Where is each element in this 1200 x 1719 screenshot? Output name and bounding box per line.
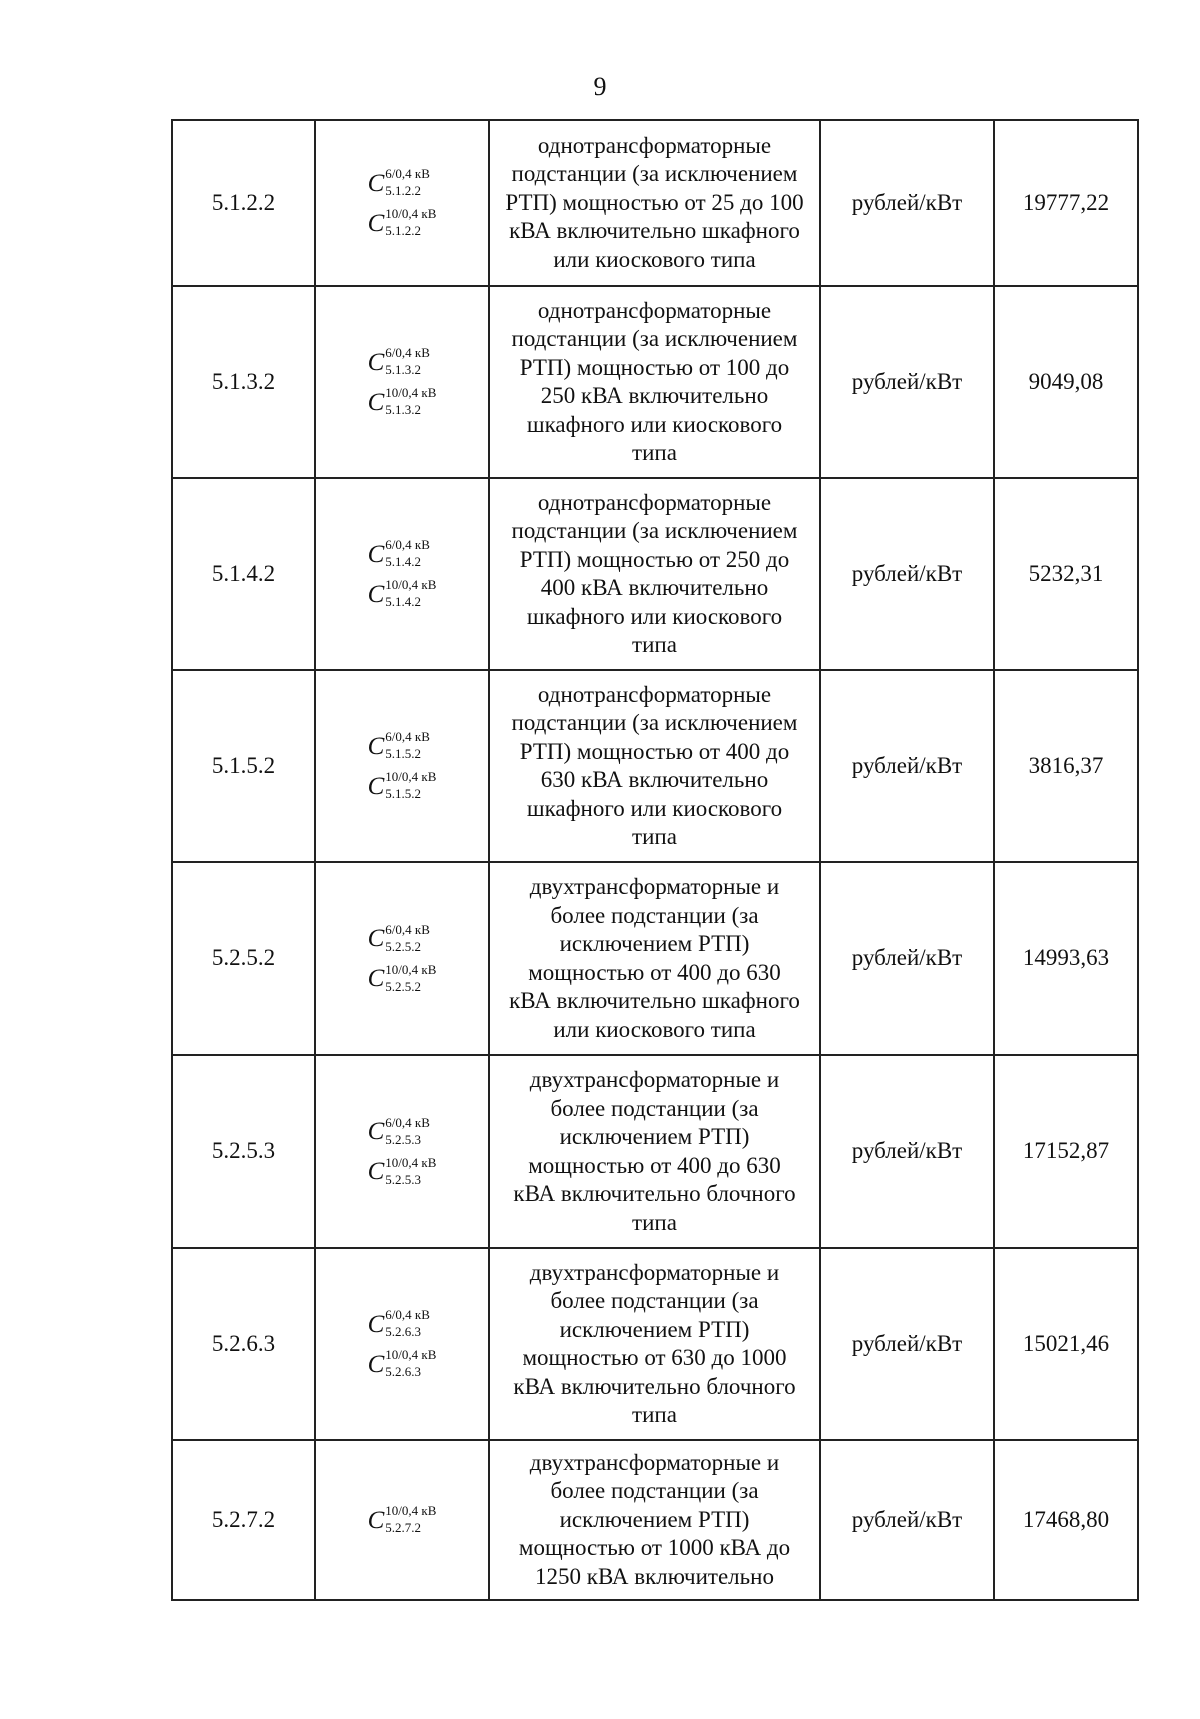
rate-symbol-group: [368, 163, 437, 243]
rate-value: 3816,37: [1028, 752, 1104, 778]
rate-symbol-voltage: 6/0,4 кВ: [385, 345, 430, 360]
rate-symbol-index: 5.2.6.3: [385, 1324, 422, 1339]
description-line: мощностью от 400 до 630: [528, 1152, 781, 1178]
rate-symbol-index: 5.1.2.2: [385, 223, 422, 238]
description-line: более подстанции (за: [550, 1478, 759, 1504]
rate-symbol-letter: C: [367, 732, 385, 760]
rate-symbol: [368, 1500, 437, 1540]
tariff-code: 5.1.2.2: [211, 189, 276, 215]
description-line: двухтрансформаторные и: [529, 1449, 780, 1475]
table-row: [172, 478, 1138, 670]
description-line: кВА включительно блочного: [513, 1181, 796, 1206]
rate-symbol-group: [368, 534, 437, 614]
rate-symbol-letter: C: [367, 1310, 385, 1338]
rate-symbol-letter: C: [367, 388, 385, 416]
rate-symbol-voltage: 6/0,4 кВ: [385, 729, 430, 744]
page-number: 9: [593, 72, 607, 101]
rate-symbol: [368, 726, 437, 766]
description-line: более подстанции (за: [550, 902, 759, 928]
rate-symbol: [368, 766, 437, 806]
description-line: РТП) мощностью от 250 до: [519, 546, 790, 572]
description-line: кВА включительно шкафного: [509, 218, 800, 244]
rate-symbol-voltage: 6/0,4 кВ: [385, 1114, 430, 1130]
description-line: типа: [632, 824, 677, 849]
rate-symbol-voltage: 10/0,4 кВ: [385, 1347, 437, 1362]
tariff-code: 5.1.3.2: [211, 368, 276, 394]
description-line: однотрансформаторные: [537, 489, 772, 515]
rate-value: 19777,22: [1022, 189, 1110, 215]
rate-value-cell: [994, 670, 1138, 862]
rate-symbol: [368, 342, 437, 382]
description-line: типа: [632, 440, 677, 465]
description-cell: [489, 478, 820, 670]
rate-symbol-index: 5.1.5.2: [385, 746, 422, 761]
rate-symbol: [368, 1152, 437, 1192]
description-line: или киоскового типа: [553, 246, 756, 272]
description-cell: [489, 1055, 820, 1248]
rate-symbol-indices: [385, 961, 437, 994]
rate-symbol-indices: [385, 729, 430, 761]
rate-value-cell: [994, 1248, 1138, 1440]
table-row: [172, 120, 1138, 286]
rate-symbol-indices: [385, 1347, 437, 1379]
rate-value-cell: [994, 286, 1138, 478]
rate-value: 9049,08: [1028, 368, 1104, 394]
rate-symbol-index: 5.1.4.2: [385, 594, 422, 609]
description-line: мощностью от 630 до 1000: [522, 1345, 787, 1370]
unit-cell: [820, 478, 994, 670]
rate-symbol-letter: C: [367, 348, 385, 376]
rate-symbol-indices: [385, 1307, 430, 1339]
rate-symbol-voltage: 10/0,4 кВ: [385, 577, 437, 592]
rate-symbol-index: 5.2.6.3: [385, 1364, 422, 1379]
rate-symbol-index: 5.1.2.2: [385, 183, 422, 198]
description-cell: [489, 1248, 820, 1440]
unit-cell: [820, 670, 994, 862]
description-line: РТП) мощностью от 100 до: [519, 354, 790, 380]
rate-symbol-indices: [385, 206, 437, 238]
tariff-code: 5.1.4.2: [211, 560, 276, 586]
unit-label: рублей/кВт: [851, 189, 963, 215]
unit-cell: [820, 1055, 994, 1248]
rate-symbol-voltage: 6/0,4 кВ: [385, 1307, 430, 1322]
tariff-code-cell: [172, 670, 315, 862]
rate-symbol-cell: [315, 1440, 489, 1600]
description-line: подстанции (за исключением: [511, 161, 798, 187]
description-line: 1250 кВА включительно: [535, 1563, 774, 1589]
rate-symbol-letter: C: [367, 925, 385, 952]
tariff-code: 5.2.5.3: [211, 1138, 276, 1164]
rate-symbol-index: 5.1.3.2: [385, 362, 422, 377]
rate-value: 5232,31: [1028, 560, 1104, 586]
rate-symbol-letter: C: [367, 169, 385, 197]
tariff-code: 5.1.5.2: [211, 752, 276, 778]
rate-symbol-cell: [315, 286, 489, 478]
rate-symbol-cell: [315, 670, 489, 862]
description-cell: [489, 670, 820, 862]
rate-symbol-indices: [385, 1154, 437, 1187]
description-line: кВА включительно блочного: [513, 1373, 796, 1399]
rate-symbol-index: 5.2.5.3: [385, 1131, 422, 1147]
tariff-code-cell: [172, 120, 315, 286]
rate-symbol-index: 5.2.5.2: [385, 978, 422, 994]
rate-value-cell: [994, 478, 1138, 670]
unit-label: рублей/кВт: [851, 752, 963, 778]
tariff-code-cell: [172, 862, 315, 1055]
unit-label: рублей/кВт: [851, 368, 963, 394]
description-line: однотрансформаторные: [537, 297, 772, 323]
description-line: мощностью от 1000 кВА до: [518, 1535, 791, 1561]
description-line: 400 кВА включительно: [540, 575, 769, 600]
description-line: шкафного или киоскового: [526, 795, 783, 821]
tariff-code-cell: [172, 1248, 315, 1440]
rate-symbol-indices: [385, 345, 430, 377]
description-cell: [489, 1440, 820, 1600]
table-row: [172, 670, 1138, 862]
rate-symbol-group: [368, 726, 437, 806]
rate-symbol: [368, 919, 437, 959]
rate-symbol-group: [368, 1304, 437, 1384]
rate-symbol: [368, 203, 437, 243]
rate-symbol-indices: [385, 537, 430, 569]
rate-symbol: [368, 534, 437, 574]
description-line: РТП) мощностью от 25 до 100: [505, 189, 804, 215]
rate-symbol-group: [368, 342, 437, 422]
table-row: [172, 1440, 1138, 1600]
table-row: [172, 1248, 1138, 1440]
table-row: [172, 862, 1138, 1055]
rate-symbol: [368, 163, 437, 203]
rate-symbol-index: 5.2.5.3: [385, 1171, 422, 1187]
rate-symbol-voltage: 6/0,4 кВ: [385, 166, 430, 181]
table-row: [172, 286, 1138, 478]
rate-symbol: [368, 959, 437, 999]
description-line: типа: [632, 632, 677, 657]
rate-symbol: [368, 382, 437, 422]
rate-value: 15021,46: [1022, 1330, 1110, 1356]
description-line: или киоскового типа: [553, 1016, 756, 1042]
description-line: типа: [632, 1402, 677, 1427]
unit-cell: [820, 1440, 994, 1600]
description-line: шкафного или киоскового: [526, 603, 783, 629]
rate-symbol-index: 5.1.4.2: [385, 554, 422, 569]
description-cell: [489, 286, 820, 478]
rate-symbol-cell: [315, 1248, 489, 1440]
unit-label: рублей/кВт: [851, 1330, 963, 1356]
rate-symbol-cell: [315, 1055, 489, 1248]
tariff-code-cell: [172, 286, 315, 478]
rate-symbol-cell: [315, 120, 489, 286]
description-line: типа: [632, 1209, 677, 1235]
description-line: подстанции (за исключением: [511, 326, 798, 351]
description-line: двухтрансформаторные и: [529, 874, 780, 899]
description-line: однотрансформаторные: [537, 132, 772, 158]
rate-symbol-voltage: 10/0,4 кВ: [385, 206, 437, 221]
description-line: 630 кВА включительно: [540, 767, 769, 792]
rate-value-cell: [994, 862, 1138, 1055]
description-line: двухтрансформаторные и: [529, 1067, 780, 1092]
description-line: однотрансформаторные: [537, 681, 772, 707]
rate-symbol-cell: [315, 862, 489, 1055]
rate-symbol-group: [368, 1500, 437, 1540]
tariff-code-cell: [172, 1440, 315, 1600]
description-line: РТП) мощностью от 400 до: [519, 738, 790, 764]
rate-symbol-voltage: 10/0,4 кВ: [385, 961, 437, 977]
rate-symbol-indices: [385, 769, 437, 801]
unit-cell: [820, 286, 994, 478]
rate-symbol-letter: C: [367, 1350, 385, 1378]
rate-symbol-cell: [315, 478, 489, 670]
rate-value: 17468,80: [1022, 1506, 1110, 1532]
rate-symbol-index: 5.2.7.2: [385, 1520, 422, 1535]
description-line: подстанции (за исключением: [511, 518, 798, 543]
description-line: подстанции (за исключением: [511, 710, 798, 735]
unit-cell: [820, 120, 994, 286]
description-line: исключением РТП): [559, 1316, 750, 1342]
rate-symbol-letter: C: [367, 209, 385, 237]
rate-symbol-voltage: 10/0,4 кВ: [385, 1503, 437, 1518]
description-cell: [489, 120, 820, 286]
rate-value: 17152,87: [1022, 1138, 1110, 1164]
rate-symbol-indices: [385, 1114, 430, 1147]
rate-symbol-indices: [385, 166, 430, 198]
tariff-code: 5.2.6.3: [211, 1330, 276, 1356]
tariff-table: [171, 119, 1139, 1601]
tariff-code: 5.2.5.2: [211, 945, 276, 971]
description-line: двухтрансформаторные и: [529, 1259, 780, 1285]
unit-cell: [820, 1248, 994, 1440]
rate-symbol: [368, 1304, 437, 1344]
rate-symbol: [368, 1112, 437, 1152]
tariff-table-body: [172, 120, 1138, 1600]
table-row: [172, 1055, 1138, 1248]
description-line: кВА включительно шкафного: [509, 988, 800, 1013]
rate-symbol-letter: C: [367, 1158, 385, 1185]
description-line: 250 кВА включительно: [540, 383, 769, 408]
unit-label: рублей/кВт: [851, 1506, 963, 1532]
rate-symbol-group: [368, 1112, 437, 1192]
unit-cell: [820, 862, 994, 1055]
tariff-code-cell: [172, 1055, 315, 1248]
rate-symbol-index: 5.1.3.2: [385, 402, 422, 417]
tariff-code-cell: [172, 478, 315, 670]
rate-symbol-voltage: 10/0,4 кВ: [385, 385, 437, 400]
rate-symbol-indices: [385, 1503, 437, 1535]
rate-symbol-voltage: 10/0,4 кВ: [385, 769, 437, 784]
description-line: более подстанции (за: [550, 1095, 759, 1121]
rate-symbol-voltage: 10/0,4 кВ: [385, 1154, 437, 1170]
description-cell: [489, 862, 820, 1055]
description-line: исключением РТП): [559, 931, 750, 956]
rate-symbol-indices: [385, 385, 437, 417]
rate-symbol-group: [368, 919, 437, 999]
description-line: исключением РТП): [559, 1506, 750, 1532]
rate-symbol-letter: C: [367, 540, 385, 568]
unit-label: рублей/кВт: [851, 560, 963, 586]
description-line: более подстанции (за: [550, 1288, 759, 1313]
rate-symbol-letter: C: [367, 1506, 385, 1534]
rate-value: 14993,63: [1022, 945, 1110, 971]
rate-symbol: [368, 574, 437, 614]
unit-label: рублей/кВт: [851, 945, 963, 971]
description-line: исключением РТП): [559, 1124, 750, 1149]
rate-value-cell: [994, 1440, 1138, 1600]
rate-value-cell: [994, 120, 1138, 286]
tariff-code: 5.2.7.2: [211, 1506, 276, 1532]
rate-value-cell: [994, 1055, 1138, 1248]
rate-symbol-letter: C: [367, 772, 385, 800]
description-line: шкафного или киоскового: [526, 411, 783, 437]
rate-symbol-indices: [385, 577, 437, 609]
rate-symbol-index: 5.2.5.2: [385, 938, 422, 954]
description-line: мощностью от 400 до 630: [528, 959, 781, 985]
rate-symbol-indices: [385, 921, 430, 954]
rate-symbol-voltage: 6/0,4 кВ: [385, 537, 430, 552]
rate-symbol-letter: C: [367, 965, 385, 992]
rate-symbol-letter: C: [367, 1118, 385, 1145]
unit-label: рублей/кВт: [851, 1138, 963, 1164]
rate-symbol-index: 5.1.5.2: [385, 786, 422, 801]
rate-symbol-voltage: 6/0,4 кВ: [385, 921, 430, 937]
rate-symbol-letter: C: [367, 580, 385, 608]
rate-symbol: [368, 1344, 437, 1384]
